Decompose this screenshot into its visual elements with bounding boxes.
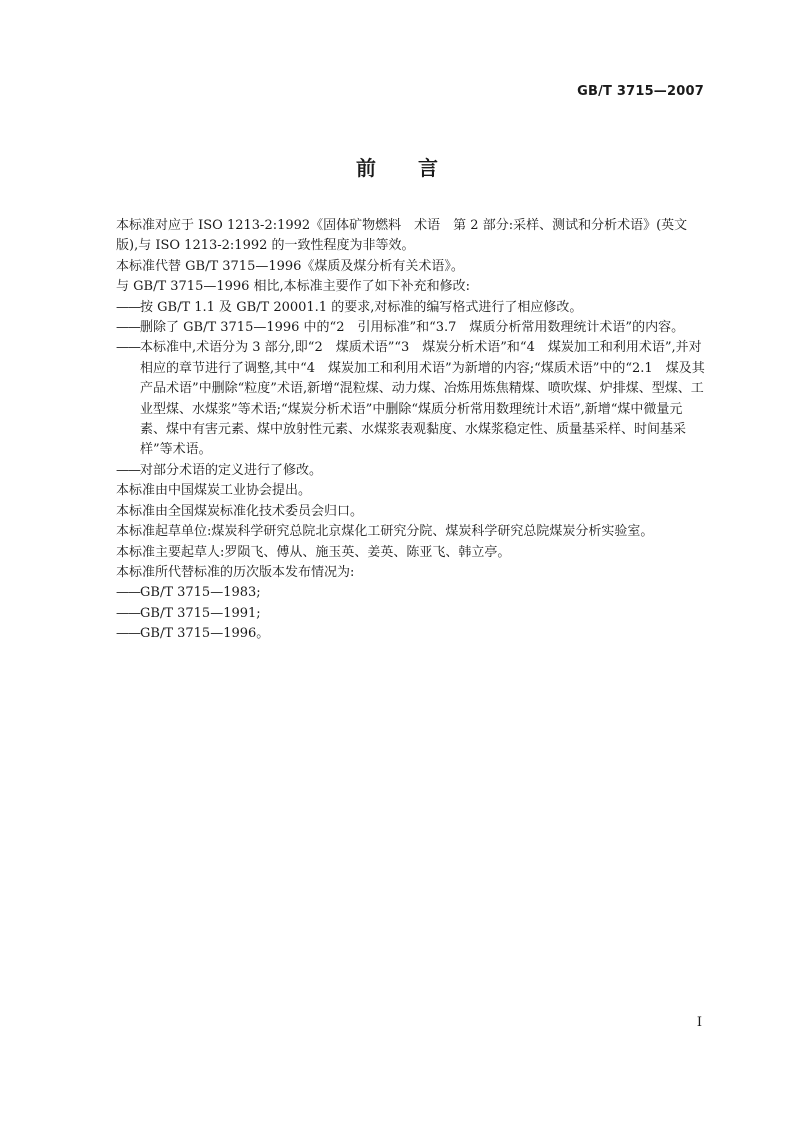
paragraph-drafters: 本标准主要起草人:罗陨飞、傅从、施玉英、姜英、陈亚飞、韩立亭。	[116, 544, 511, 560]
change-item	[116, 318, 706, 338]
paragraph-proposer: 本标准由中国煤炭工业协会提出。	[116, 483, 312, 499]
paragraph-replaces: 本标准代替 GB/T 3715—1996《煤质及煤分析有关术语》。	[116, 258, 464, 274]
paragraph-changes-intro: 与 GB/T 3715—1996 相比,本标准主要作了如下补充和修改:	[116, 279, 471, 295]
title-char-1: 前	[356, 156, 376, 180]
paragraph-drafting-units: 本标准起草单位:煤炭科学研究总院北京煤化工研究分院、煤炭科学研究总院煤炭分析实验室。	[116, 524, 654, 540]
dash-marker: ——	[116, 320, 140, 336]
page-title	[0, 152, 794, 181]
paragraph-line: 版),与 ISO 1213-2:1992 的一致性程度为非等效。	[116, 238, 415, 254]
paragraph-correspondence	[116, 216, 706, 257]
dash-marker: ——	[116, 626, 140, 642]
history-item	[116, 624, 706, 644]
change-item	[116, 461, 706, 481]
change-item-text: 对部分术语的定义进行了修改。	[140, 462, 323, 478]
change-item	[116, 338, 706, 460]
dash-marker: ——	[116, 585, 140, 601]
history-item	[116, 583, 706, 603]
change-item-text: 删除了 GB/T 3715—1996 中的“2 引用标准”和“3.7 煤质分析常用数理统计术语”的内容。	[140, 320, 685, 336]
history-item-text: GB/T 3715—1996。	[140, 626, 270, 642]
page-number: I	[696, 1015, 702, 1030]
change-item-text: 按 GB/T 1.1 及 GB/T 20001.1 的要求,对标准的编写格式进行了相应修改。	[140, 299, 583, 315]
change-item	[116, 298, 706, 318]
title-char-2: 言	[418, 156, 438, 180]
history-item-text: GB/T 3715—1991;	[140, 605, 261, 621]
foreword-body	[116, 216, 706, 645]
history-item	[116, 604, 706, 624]
history-item-text: GB/T 3715—1983;	[140, 585, 261, 601]
dash-marker: ——	[116, 462, 140, 478]
dash-marker: ——	[116, 299, 140, 315]
paragraph-management: 本标准由全国煤炭标准化技术委员会归口。	[116, 503, 364, 519]
change-item-text: 本标准中,术语分为 3 部分,即“2 煤质术语”“3 煤炭分析术语”和“4 煤炭加工和利用术语”,并对相应的章节进行了调整,其中“4 煤炭加工和利用术语”为新增的内容;“煤质术语”中的“2.1 煤及其产品术语”中删除“粒度”术语,新增“混粒煤、动力煤、冶炼用炼焦精煤、喷吹煤、炉排煤、型煤、工业型煤、水煤浆”等术语;“煤炭分析术语”中删除“煤质分析常用数理统计术语”,新增“煤中微量元素、煤中有害元素、煤中放射性元素、水煤浆表观黏度、水煤浆稳定性、质量基采样、时间基采样”等术语。	[140, 340, 705, 458]
dash-marker: ——	[116, 340, 140, 356]
paragraph-line: 本标准对应于 ISO 1213-2:1992《固体矿物燃料 术语 第 2 部分:采样、测试和分析术语》(英文	[116, 218, 688, 233]
dash-marker: ——	[116, 605, 140, 621]
standard-number-header: GB/T 3715—2007	[577, 84, 704, 99]
paragraph-history-intro: 本标准所代替标准的历次版本发布情况为:	[116, 564, 355, 580]
